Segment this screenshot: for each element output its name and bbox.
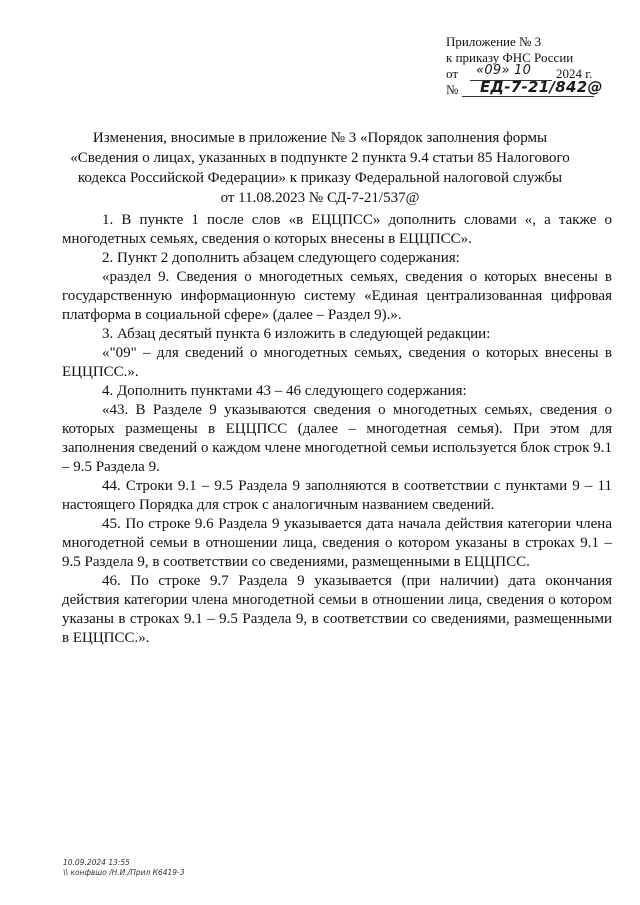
handwritten-number: ЕД-7-21/842@: [480, 78, 603, 96]
paragraph-1: 1. В пункте 1 после слов «в ЕЦЦПСС» дополнить словами «, а также о многодетных семьях, сведения о которых внесены в ЕЦЦПСС».: [62, 212, 612, 247]
file-path: \\ конфвшо /Н.И./Прил К6419-3: [63, 868, 185, 877]
document-body: [62, 211, 612, 648]
appendix-number: [446, 78, 616, 98]
title-line: кодекса Российской Федерации» к приказу Федеральной налоговой службы: [77, 170, 563, 186]
paragraph-6: 4. Дополнить пунктами 43 – 46 следующего содержания:: [102, 383, 467, 399]
paragraph-8: 44. Строки 9.1 – 9.5 Раздела 9 заполняются в соответствии с пунктами 9 – 11 настоящего Порядка для строк с аналогичным названием сведений.: [62, 478, 612, 513]
date-year: 2024 г.: [556, 66, 593, 81]
appendix-order-ref: к приказу ФНС России: [446, 50, 574, 65]
title-line: от 11.08.2023 № СД-7-21/537@: [220, 190, 420, 206]
paragraph-4: 3. Абзац десятый пункта 6 изложить в следующей редакции:: [102, 326, 491, 342]
handwritten-day: «09»: [476, 63, 510, 78]
appendix-title: Приложение № 3: [446, 34, 542, 49]
paragraph-9: 45. По строке 9.6 Раздела 9 указывается дата начала действия категории члена многодетной семьи в отношении лица, сведения о котором указаны в строках 9.1 – 9.5 Раздела 9, в соответствии со сведениями, размещенными в ЕЦЦПСС.: [62, 516, 612, 570]
number-prefix: №: [446, 82, 459, 97]
print-timestamp: 10.09.2024 13:55: [63, 858, 130, 867]
paragraph-10: 46. По строке 9.7 Раздела 9 указывается (при наличии) дата окончания действия категории члена многодетной семьи в отношении лица, сведения о котором указаны в строках 9.1 – 9.5 Раздела 9, в соответствии со сведениями, размещенными в ЕЦЦПСС.».: [62, 573, 612, 646]
number-underline: [462, 96, 594, 97]
print-footer: [63, 858, 185, 878]
appendix-block: [446, 34, 616, 98]
title-line: «Сведения о лицах, указанных в подпункте 2 пункта 9.4 статьи 85 Налогового: [70, 150, 570, 166]
title-line: Изменения, вносимые в приложение № 3 «Порядок заполнения формы: [92, 130, 548, 146]
document-title: [70, 128, 570, 208]
handwritten-month: 10: [514, 63, 532, 78]
paragraph-3: «раздел 9. Сведения о многодетных семьях, сведения о которых внесены в государственную информационную систему «Единая централизованная цифровая платформа в социальной сфере» (далее – Раздел 9).».: [62, 269, 612, 323]
date-prefix: от: [446, 66, 459, 81]
paragraph-2: 2. Пункт 2 дополнить абзацем следующего содержания:: [102, 250, 460, 266]
paragraph-7: «43. В Разделе 9 указываются сведения о многодетных семьях, сведения о которых размещены в ЕЦЦПСС (далее – многодетная семья). При этом для заполнения сведений о каждом члене многодетной семьи используется блок строк 9.1 – 9.5 Раздела 9.: [62, 402, 612, 475]
paragraph-5: «"09" – для сведений о многодетных семьях, сведения о которых внесены в ЕЦЦПСС.».: [62, 345, 612, 380]
